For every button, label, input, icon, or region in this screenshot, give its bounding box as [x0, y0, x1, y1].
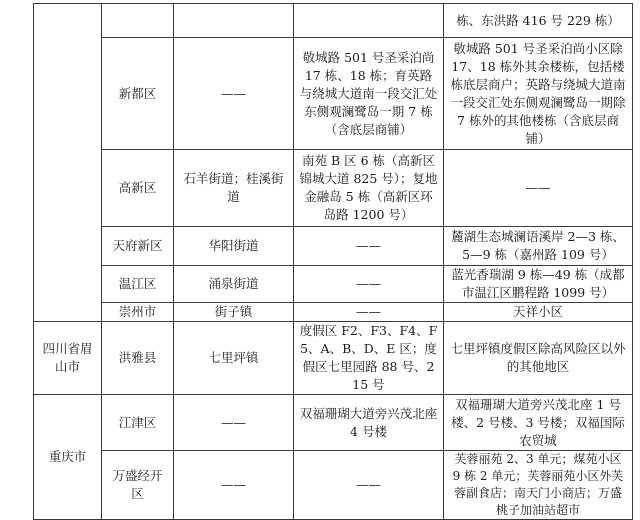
area-cell: 双福珊瑚大道旁兴茂北座 1 号楼、2 号楼、3 号楼；双福国际农贸城	[444, 395, 633, 451]
building-cell: 敬城路 501 号圣采泊尚 17 栋、18 栋；育英路与绕城大道南一段交汇处东侧观澜鹭岛一期 7 栋（含底层商铺）	[294, 38, 444, 150]
province-cell: 重庆市	[34, 395, 102, 520]
district-cell: 温江区	[102, 266, 174, 303]
district-cell: 新都区	[102, 38, 174, 150]
area-cell: 天祥小区	[444, 303, 633, 322]
district-cell: 崇州市	[102, 303, 174, 322]
building-cell: 南苑 B 区 6 栋（高新区锦城大道 825 号）；复地金融岛 5 栋（高新区环岛路 1200 号）	[294, 150, 444, 227]
street-cell: ——	[174, 395, 294, 451]
street-cell	[174, 4, 294, 38]
table-row	[34, 266, 633, 303]
building-cell: 双福珊瑚大道旁兴茂北座 4 号楼	[294, 395, 444, 451]
street-cell: 华阳街道	[174, 227, 294, 266]
table-row	[34, 227, 633, 266]
area-cell: 芙蓉丽苑 2、3 单元；煤苑小区 9 栋 2 单元；芙蓉丽苑小区外芙蓉副食店；南天门小商店；万盛桃子加油站超市	[444, 451, 633, 520]
building-cell: ——	[294, 266, 444, 303]
area-cell: 麓湖生态城澜语溪岸 2—3 栋、5—9 栋（嘉州路 109 号）	[444, 227, 633, 266]
building-cell: ——	[294, 227, 444, 266]
district-cell: 万盛经开区	[102, 451, 174, 520]
table-row	[34, 4, 633, 38]
street-cell: 街子镇	[174, 303, 294, 322]
province-cell	[34, 4, 102, 322]
table-row	[34, 395, 633, 451]
province-cell: 四川省眉山市	[34, 322, 102, 395]
table-row	[34, 451, 633, 520]
area-cell: 七里坪镇度假区除高风险区以外的其他地区	[444, 322, 633, 395]
table-row	[34, 303, 633, 322]
building-cell: 度假区 F2、F3、F4、F5、A、B、D、E 区；度假区七里园路 88 号、215 号	[294, 322, 444, 395]
district-cell: 高新区	[102, 150, 174, 227]
district-cell: 天府新区	[102, 227, 174, 266]
street-cell: ——	[174, 451, 294, 520]
area-cell: 栋、东洪路 416 号 229 栋）	[444, 4, 633, 38]
building-cell	[294, 4, 444, 38]
street-cell: ——	[174, 38, 294, 150]
street-cell: 石羊街道；桂溪街道	[174, 150, 294, 227]
table-row	[34, 322, 633, 395]
street-cell: 涌泉街道	[174, 266, 294, 303]
district-cell: 江津区	[102, 395, 174, 451]
area-cell: ——	[444, 150, 633, 227]
table-row	[34, 150, 633, 227]
building-cell: ——	[294, 451, 444, 520]
area-cell: 蓝光香瑞湖 9 栋—49 栋（成都市温江区鹏程路 1099 号）	[444, 266, 633, 303]
risk-area-table	[33, 3, 633, 520]
district-cell: 洪雅县	[102, 322, 174, 395]
street-cell: 七里坪镇	[174, 322, 294, 395]
table-row	[34, 38, 633, 150]
district-cell	[102, 4, 174, 38]
building-cell: ——	[294, 303, 444, 322]
area-cell: 敬城路 501 号圣采泊尚小区除 17、18 栋外其余楼栋，包括楼栋底层商户；英路与绕城大道南一段交汇处东侧观澜鹭岛一期除 7 栋外的其他楼栋（含底层商铺）	[444, 38, 633, 150]
